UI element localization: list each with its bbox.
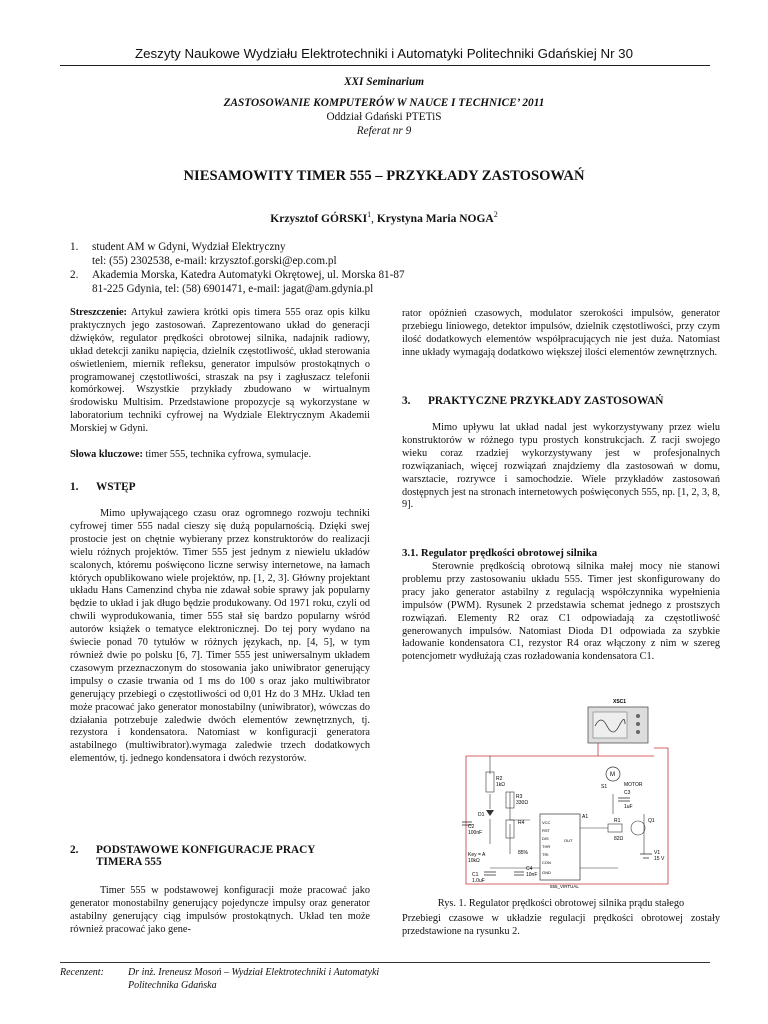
footer-rule <box>60 962 710 963</box>
abstract-text: Artykuł zawiera krótki opis timera 555 oraz opis kilku praktycznych jego zastosowań. Zaprezentowano układ do generacji dźwięków, regulator prędkości obrotowej silnika, nadajnik radiowy, układ detekcji zaniku napięcia, dzielnik częstotliwość, układ sterowania oświetleniem, miernik refleksu, generator impulsów prostokątnych o programowanej częstotliwości, straszak na psy i zagłuszacz telefonii komórkowej. Wszystkie przykłady zbudowano w wirtualnym środowisku Multisim. Przedstawione propozycje są wykorzystane w laboratorium techniki cyfrowej na Wydziale Elektrycznym Akademii Morskiej w Gdyni. <box>70 307 370 435</box>
section-1-number: 1. <box>70 481 79 493</box>
chip-label: 555_VIRTUAL <box>550 884 579 889</box>
q1-label: Q1 <box>648 818 655 824</box>
motor-symbol: M <box>610 772 615 778</box>
keywords-text: timer 555, technika cyfrowa, symulacje. <box>142 449 312 460</box>
section-2-title-line2: TIMERA 555 <box>96 856 162 868</box>
c1-label: C1 <box>472 872 479 878</box>
capacitor-c1 <box>484 872 496 875</box>
r4-label: R4 <box>518 820 525 826</box>
figure-caption: Rys. 1. Regulator prędkości obrotowej silnika prądu stałego <box>437 898 685 909</box>
journal-header: Zeszyty Naukowe Wydziału Elektrotechniki i Automatyki Politechniki Gdańskiej Nr 30 <box>135 46 633 61</box>
transistor-q1 <box>631 821 645 835</box>
right-intro-text: rator opóźnień czasowych, modulator szerokości impulsów, generator przebiegu liniowego, detektor impulsów, dzielnik częstotliwości, przy czym ilość dodatkowych elementów współpracujących nie jest duża. Natomiast inne układy wymagają dodatkowo większej ilości elementów zewnętrznych. <box>402 308 720 358</box>
r1-value: 82Ω <box>614 836 624 842</box>
pin-con: CON <box>542 860 551 865</box>
pin-tri: TRI <box>542 852 549 857</box>
circuit-diagram <box>458 699 678 896</box>
section-3-body: Mimo upływu lat układ nadal jest wykorzystywany przez wielu konstruktorów w różnego typu prostych konstrukcjach. Z racji swojego wieku coraz rzadziej wykorzystywany jest w profesjonalnych rozwiązaniach, więcej rozwiązań znajdziemy dla zastosowań w domu, warsztacie, rozrywce i samochodzie. Wiele przykładów zastosowań dostępnych jest na stronach internetowych poświęconych 555, np. [1, 2, 3, 8, 9]. <box>402 422 720 511</box>
pin-dis: DIS <box>542 836 549 841</box>
chip-555 <box>540 814 588 889</box>
section-1-heading <box>70 481 370 493</box>
pot-value: 85% <box>518 850 529 856</box>
oscilloscope <box>588 699 648 743</box>
v1-value: 15 V <box>654 856 665 862</box>
affiliation-2 <box>70 268 710 296</box>
pin-gnd: GND <box>542 870 551 875</box>
after-figure-text: Przebiegi czasowe w układzie regulacji prędkości obrotowej zostały przedstawione na rysunku 2. <box>402 913 720 937</box>
key-value: 10kΩ <box>468 858 480 864</box>
seminar-label: XXI Seminarium <box>343 76 425 88</box>
resistor-r2 <box>486 772 494 792</box>
motor-label: MOTOR <box>624 782 643 788</box>
section-2-body: Timer 555 w podstawowej konfiguracji może pracować jako generator monostabilny generujący pojedyncze impulsy oraz generator astabilny generujący ciąg impulsów prostokątnych. Układ ten może również pracować jako gene- <box>70 885 370 935</box>
c3-value: 1uF <box>624 804 633 810</box>
section-1-body: Mimo upływającego czasu oraz ogromnego rozwoju techniki cyfrowej timer 555 nadal cieszy się dużą popularnością. Dzięki swej prostocie jest on chętnie wybierany przez konstruktorów do realizacji wielu różnych projektów. Timer 555 jest jednym z niewielu układów scalonych, któremu poświęcono liczne serwisy internetowe, na łamach których opublikowano wiele projektów, np. [1, 2, 3]. Główny projektant układu Hans Camenzind chyba nie zdawał sobie sprawy jak popularny będzie to układ i jak długo będzie produkowany. Od 1971 roku, czyli od chwili wyprodukowania, timer 555 stał się bardzo popularny wśród autorów książek o tematyce elektronicznej. Do tej pory wydano na świecie ponad 70 tytułów w różnych językach, np. [4, 5], w tym również dwie po polsku [6, 7]. Timer 555 jest uniwersalnym układem czasowym przeznaczonym do stosowania jako uniwibrator generujący impulsy o czasie trwania od 1 ms do 100 s oraz jako multiwibrator generujący przebiegi o częstotliwości od 0,01 Hz do 3 MHz. Układ ten może pracować jako generator monostabilny (uniwibrator), wówczas do działania potrzebuje zaledwie dwóch elementów zewnętrznych, tj. rezystora i kondensatora. Natomiast w konfiguracji generatora astabilnego (multiwibrator).wymaga zaledwie trzech dodatkowych elementów, tj. jednego kondensatora i dwóch rezystorów. <box>70 508 370 765</box>
affiliation-1-line1: student AM w Gdyni, Wydział Elektryczny <box>92 241 286 253</box>
author-line <box>0 210 768 225</box>
author-1-sup: 1 <box>367 210 372 219</box>
section-2-heading <box>70 844 370 868</box>
pin-vcc: VCC <box>542 820 551 825</box>
branch-name: Oddział Gdański PTETiS <box>326 111 442 123</box>
v1-label: V1 <box>654 850 661 856</box>
keywords-label: Słowa kluczowe: <box>70 449 143 460</box>
c3-label: C3 <box>624 790 631 796</box>
section-3-1-body: Sterownie prędkością obrotową silnika małej mocy nie stanowi problemu przy zastosowaniu układu 555. Timer jest skonfigurowany do pracy jako generator astabilny z regulacją współczynnika wypełnienia impulsów (PWM). Rysunek 2 przedstawia schemat jednego z prostszych rozwiązań. Elementy R2 oraz C1 odpowiadają za częstotliwość generowanych impulsów. Natomiast Dioda D1 odpowiada za szybkie ładowanie kondensatora C1, rezystor R4 oraz włączony z nim w szereg potencjometr wydłużają czas rozładowania kondensatora C1. <box>402 561 720 663</box>
c1-value: 1.0uF <box>472 878 485 884</box>
author-separator: , <box>371 212 377 225</box>
c2-label: C2 <box>468 824 475 830</box>
paper-title: NIESAMOWITY TIMER 555 – PRZYKŁADY ZASTOSOWAŃ <box>183 168 585 184</box>
pin-out: OUT <box>564 838 573 843</box>
abstract <box>70 307 370 436</box>
section-2-number: 2. <box>70 844 79 856</box>
capacitor-c4 <box>514 872 524 875</box>
affiliation-1 <box>70 240 710 268</box>
section-1-title: WSTĘP <box>96 481 136 493</box>
section-3-number: 3. <box>402 395 411 407</box>
a1-label: A1 <box>582 814 589 820</box>
affiliation-1-number: 1. <box>70 241 79 253</box>
c2-value: 100nF <box>468 830 483 836</box>
pin-thr: THR <box>542 844 551 849</box>
r2-value: 1kΩ <box>496 782 506 788</box>
battery-v1 <box>640 854 652 858</box>
reviewer-label: Recenzent: <box>60 967 104 978</box>
r3-value: 330Ω <box>516 800 529 806</box>
header-rule <box>60 65 710 66</box>
capacitor-c3 <box>618 798 630 801</box>
d1-label: D1 <box>478 812 485 818</box>
affiliation-1-line2: tel: (55) 2302538, e-mail: krzysztof.gorski@ep.com.pl <box>92 255 337 267</box>
r3-label: R3 <box>516 794 523 800</box>
resistor-r1 <box>608 824 622 832</box>
section-3-1-title: 3.1. Regulator prędkości obrotowej silnika <box>402 547 598 559</box>
keywords <box>70 449 370 462</box>
author-1: Krzysztof GÓRSKI <box>270 212 368 225</box>
affiliation-2-line2: 81-225 Gdynia, tel: (58) 6901471, e-mail: jagat@am.gdynia.pl <box>92 283 374 295</box>
author-2: Krystyna Maria NOGA <box>376 212 494 225</box>
diode-d1 <box>486 810 494 816</box>
reviewer-line2: Politechnika Gdańska <box>128 980 217 991</box>
author-2-sup: 2 <box>493 210 498 219</box>
pin-rst: RST <box>542 828 550 833</box>
oscilloscope-label: XSC1 <box>613 699 627 705</box>
reviewer-line1: Dr inż. Ireneusz Mosoń – Wydział Elektrotechniki i Automatyki <box>128 967 380 978</box>
c4-label: C4 <box>526 866 533 872</box>
abstract-label: Streszczenie: <box>70 307 127 318</box>
section-3-heading <box>402 395 720 407</box>
r1-label: R1 <box>614 818 621 824</box>
s1-label: S1 <box>601 784 608 790</box>
c4-value: 10nF <box>526 872 538 878</box>
affiliation-2-number: 2. <box>70 269 79 281</box>
r2-label: R2 <box>496 776 503 782</box>
section-2-title-line1: PODSTAWOWE KONFIGURACJE PRACY <box>96 844 316 856</box>
key-label: Key = A <box>468 852 486 858</box>
section-3-title: PRAKTYCZNE PRZYKŁADY ZASTOSOWAŃ <box>428 395 664 407</box>
paper-number: Referat nr 9 <box>356 125 412 137</box>
affiliation-2-line1: Akademia Morska, Katedra Automatyki Okrętowej, ul. Morska 81-87 <box>92 269 405 281</box>
conference-name: ZASTOSOWANIE KOMPUTERÓW W NAUCE I TECHNICE’ 2011 <box>223 97 545 109</box>
